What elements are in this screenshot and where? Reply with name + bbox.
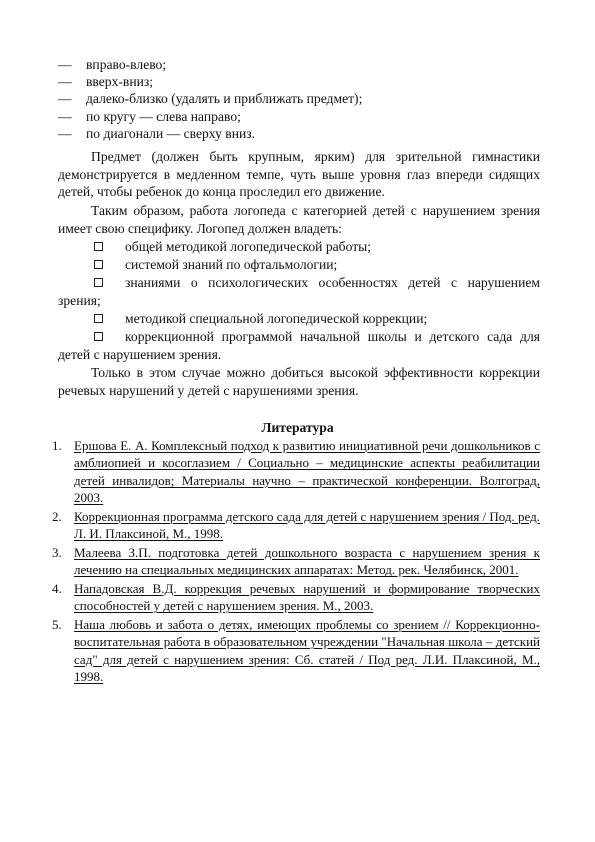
reference-number: 3. [52, 544, 62, 560]
requirement-item [58, 310, 540, 328]
literature-list [52, 437, 541, 687]
list-item-text: вправо-влево; [86, 57, 167, 72]
list-item [58, 73, 548, 90]
reference-item [52, 580, 540, 615]
literature-heading: Литература [261, 420, 334, 435]
requirement-text: системой знаний по офтальмологии; [125, 257, 338, 272]
list-item-text: вверх-вниз; [86, 74, 154, 90]
list-item [58, 90, 548, 107]
dash-bullet: — [58, 74, 72, 90]
dash-bullet: — [58, 91, 72, 107]
reference-text: Малеева З.П. подготовка детей дошкольного возраста с нарушением зрения к лечению на специальных медицинских аппаратах: Метод. рек. Челябинск, 2001. [74, 544, 540, 578]
list-item-text: по кругу — слева направо; [86, 108, 241, 124]
requirement-text: общей методикой логопедической работы; [125, 239, 372, 254]
paragraph-speech-therapist-specifics [58, 202, 540, 237]
reference-number: 5. [52, 616, 62, 632]
paragraph-text: Только в этом случае можно добиться высокой эффективности коррекции речевых нарушений у детей с нарушениями зрения. [58, 365, 540, 398]
reference-item [52, 437, 540, 507]
reference-number: 1. [52, 438, 62, 453]
reference-item [52, 616, 540, 686]
dash-bullet: — [58, 125, 72, 141]
checkbox-square-icon [94, 278, 103, 287]
dash-bullet: — [58, 108, 72, 124]
reference-item [52, 508, 541, 543]
requirement-item [58, 238, 540, 256]
paragraph-conclusion [58, 364, 540, 399]
exercise-directions-list [58, 56, 548, 142]
dash-bullet: — [58, 57, 72, 72]
reference-text: Нападовская В.Д. коррекция речевых нарушений и формирование творческих способностей у детей с нарушением зрения. М., 2003. [74, 580, 540, 614]
checkbox-square-icon [94, 242, 103, 251]
reference-number: 4. [52, 580, 62, 596]
reference-number: 2. [52, 508, 62, 524]
paragraph-text: Таким образом, работа логопеда с категорией детей с нарушением зрения имеет свою специфику. Логопед должен владеть: [58, 203, 540, 236]
checkbox-square-icon [94, 314, 103, 323]
reference-text: Наша любовь и забота о детях, имеющих проблемы со зрением // Коррекционно-воспитательная работа в образовательном учреждении "Начальная школа – детский сад" для детей с нарушением зрения: Сб. статей / Под ред. Л.И. Плаксиной, М., 1998. [74, 616, 540, 685]
paragraph-visual-gymnastics [58, 148, 540, 201]
requirement-text: коррекционной программой начальной школы и детского сада для детей с нарушением зрения. [58, 329, 540, 362]
list-item-text: далеко-близко (удалять и приближать предмет); [86, 91, 363, 107]
reference-text: Коррекционная программа детского сада для детей с нарушением зрения / Под. ред. Л. И. Плаксиной, М., 1998. [74, 508, 541, 542]
list-item-text: по диагонали — сверху вниз. [86, 125, 256, 141]
list-item [58, 125, 548, 142]
requirement-text: методикой специальной логопедической коррекции; [125, 311, 428, 326]
list-item [58, 108, 548, 125]
requirement-item [58, 256, 540, 274]
checkbox-square-icon [94, 260, 103, 269]
list-item [58, 56, 548, 73]
requirement-text: знаниями о психологических особенностях детей с нарушением зрения; [58, 275, 540, 308]
requirement-item [58, 274, 540, 309]
paragraph-text: Предмет (должен быть крупным, ярким) для зрительной гимнастики демонстрируется в медленном темпе, чуть выше уровня глаз впереди сидящих детей, чтобы ребенок до конца проследил его движение. [58, 149, 540, 200]
requirement-item [58, 328, 540, 363]
reference-text: Ершова Е. А. Комплексный подход к развитию инициативной речи дошкольников с амблиопией и косоглазием / Социально – медицинские аспекты реабилитации детей инвалидов; Материалы научно – практической конференции. Волгоград, 2003. [74, 438, 540, 506]
checkbox-square-icon [94, 332, 103, 341]
reference-item [52, 544, 540, 579]
